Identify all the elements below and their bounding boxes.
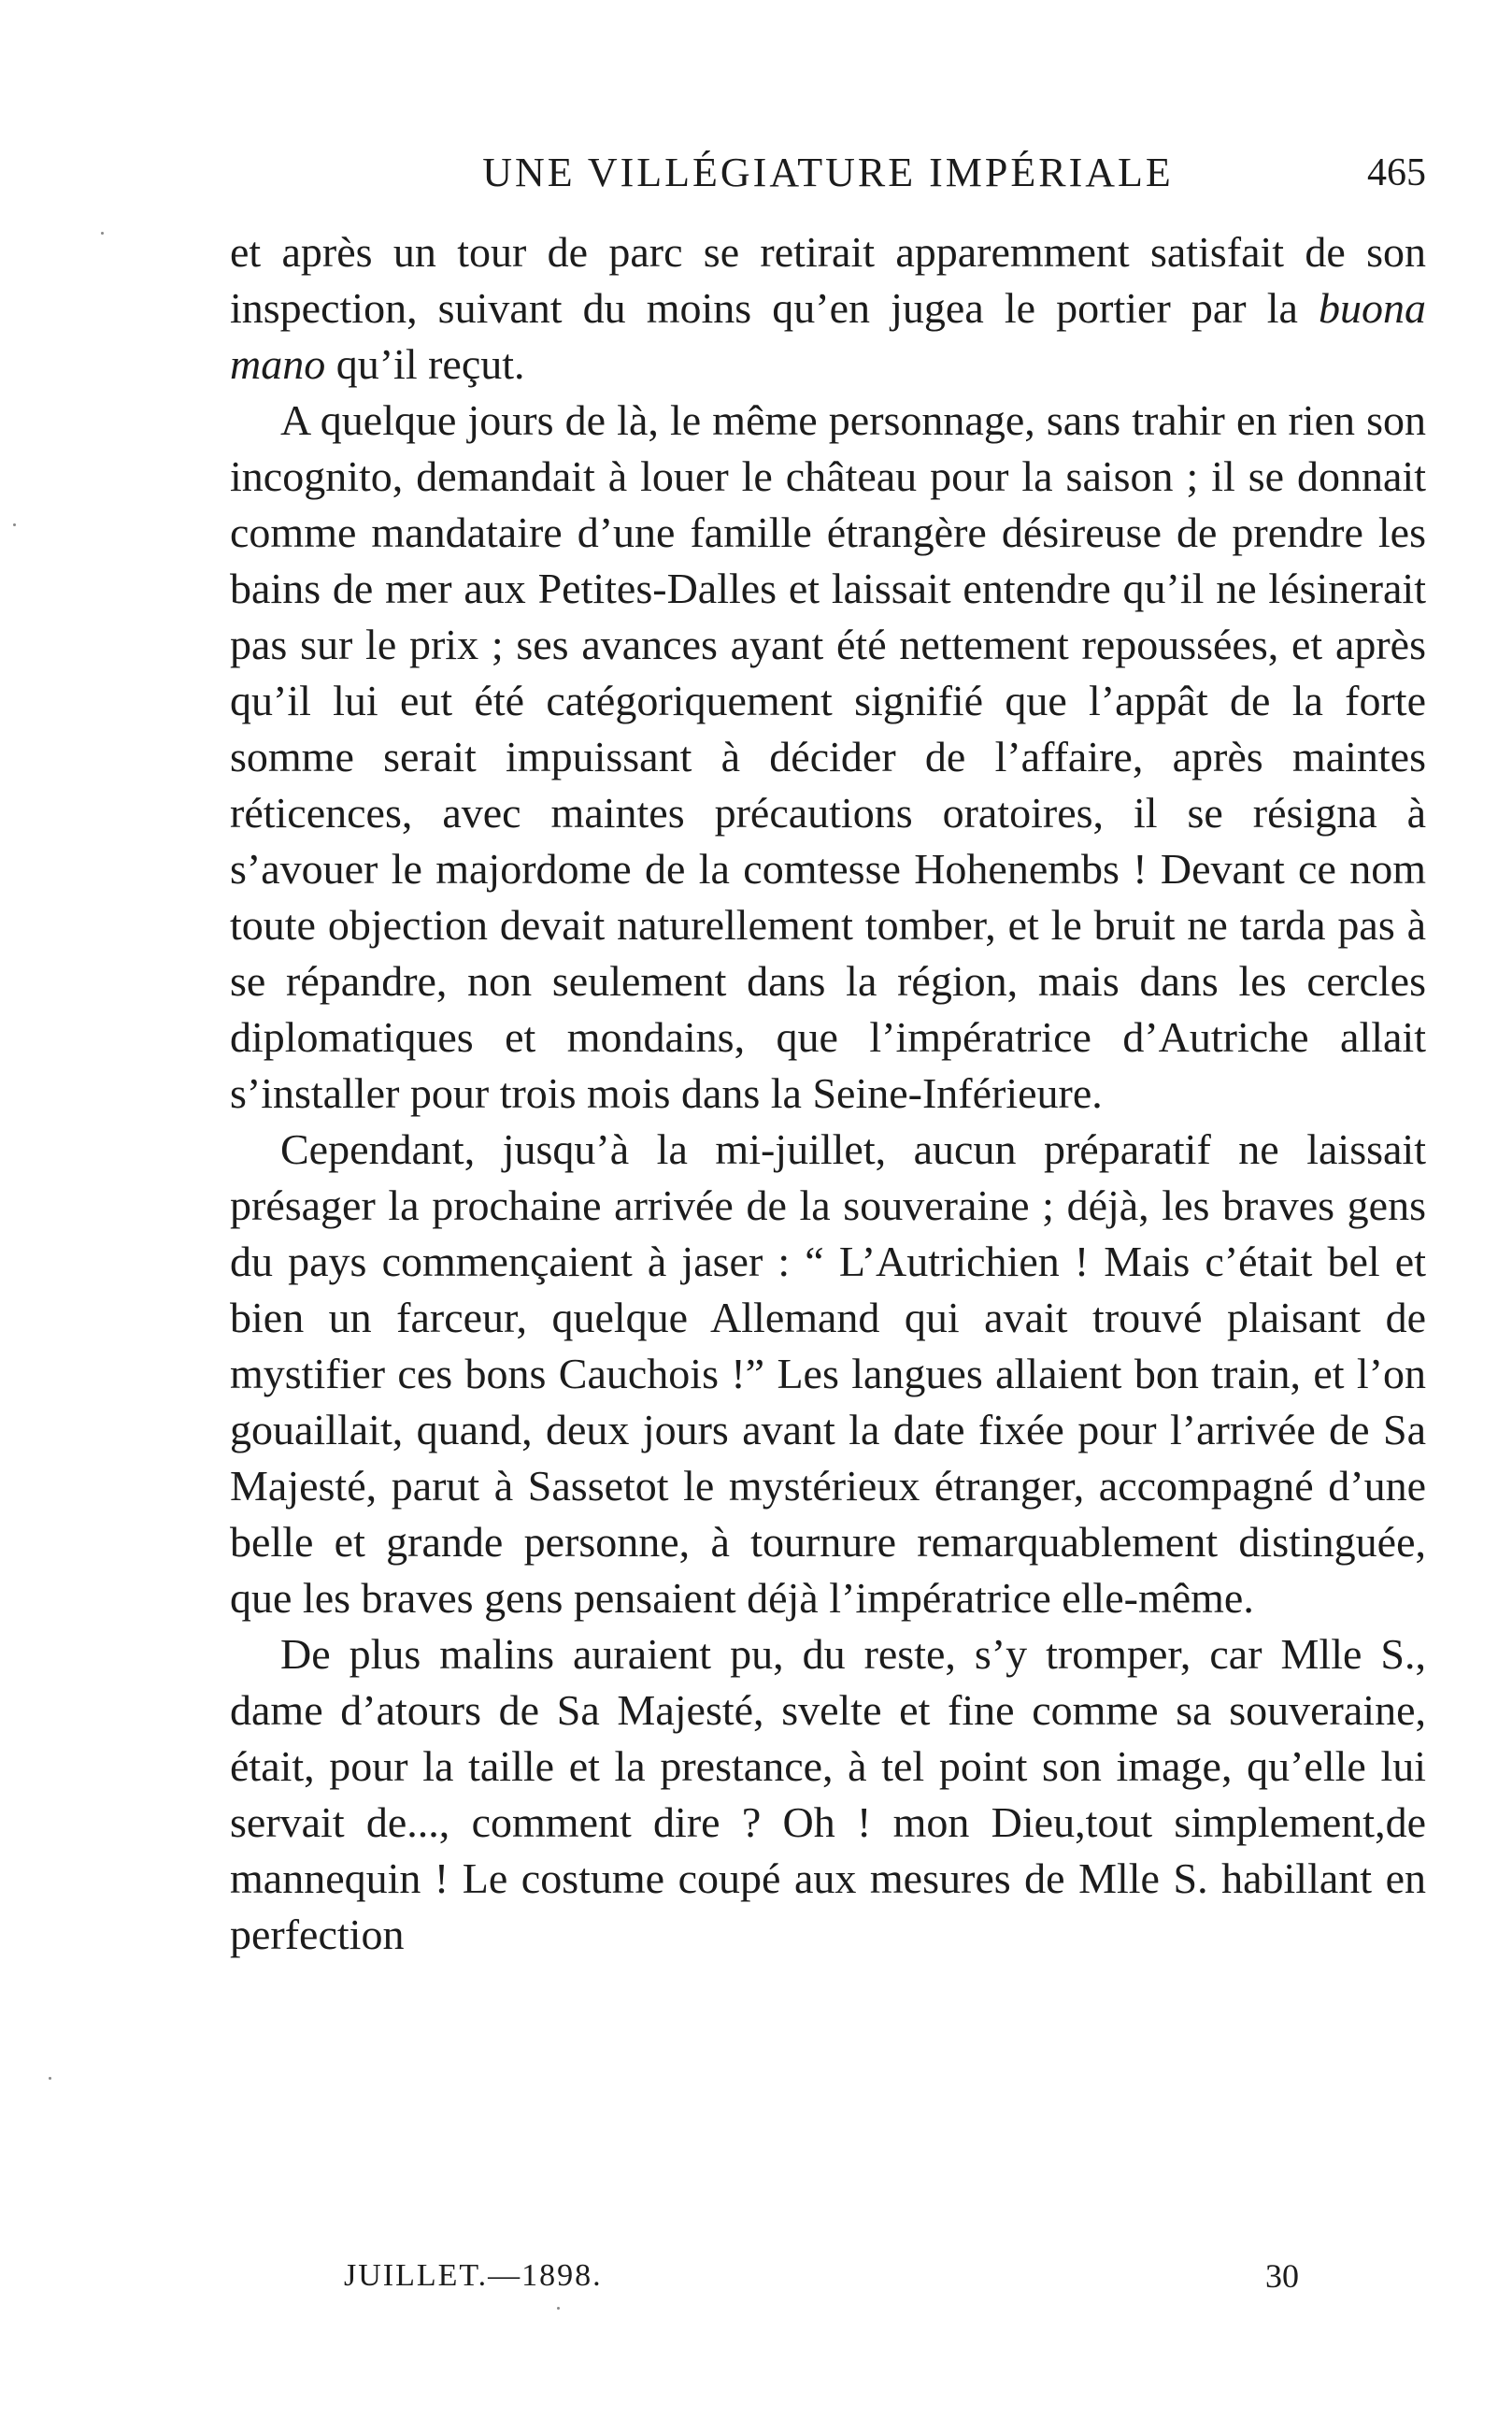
paragraph-3: Cependant, jusqu’à la mi-juillet, aucun préparatif ne laissait présager la prochaine arrivée de la souveraine ; déjà, les braves gens du pays commençaient à jaser : “ L’Autrichien ! Mais c’était bel et bien un farceur, quelque Allemand qui avait trouvé plaisant de mystifier ces bons Cauchois !” Les langues allaient bon train, et l’on gouaillait, quand, deux jours avant la date fixée pour l’arrivée de Sa Majesté, parut à Sassetot le mystérieux étranger, accompagné d’une belle et grande personne, à tournure remarquablement distinguée, que les braves gens pensaient déjà l’impératrice elle-même. [230,1125,1426,1622]
print-speck [101,232,104,235]
print-speck [557,2307,560,2310]
print-speck [49,2077,51,2080]
italic-phrase: buona mano [230,284,1426,388]
body-text [230,224,1426,1963]
print-speck [13,523,16,526]
paragraph-1-start: et après un tour de parc se retirait apparemment satisfait de son inspection, suivant du moins qu’en jugea le portier par la [230,228,1426,332]
sheet-number: 30 [1265,2257,1299,2295]
paragraph-1-end: qu’il reçut. [325,340,525,388]
paragraph-1 [230,224,1426,393]
signature-mark: JUILLET.—1898. [344,2258,603,2293]
page-number: 465 [1367,151,1426,194]
paragraph-4: De plus malins auraient pu, du reste, s’y tromper, car Mlle S., dame d’atours de Sa Majesté, svelte et fine comme sa souveraine, était, pour la taille et la prestance, à tel point son image, qu’elle lui servait de..., comment dire ? Oh ! mon Dieu,tout simplement,de mannequin ! Le costume coupé aux mesures de Mlle S. habillant en perfection [230,1630,1426,1958]
paragraph-2: A quelque jours de là, le même personnage, sans trahir en rien son incognito, demandait à louer le château pour la saison ; il se donnait comme mandataire d’une famille étrangère désireuse de prendre les bains de mer aux Petites-Dalles et laissait entendre qu’il ne lésinerait pas sur le prix ; ses avances ayant été nettement repoussées, et après qu’il lui eut été catégoriquement signifié que l’appât de la forte somme serait impuissant à décider de l’affaire, après maintes réticences, avec maintes précautions oratoires, il se résigna à s’avouer le majordome de la comtesse Hohenembs ! Devant ce nom toute objection devait naturellement tomber, et le bruit ne tarda pas à se répandre, non seulement dans la région, mais dans les cercles diplomatiques et mondains, que l’impératrice d’Autriche allait s’installer pour trois mois dans la Seine-Inférieure. [230,396,1426,1117]
page-header [230,140,1426,206]
running-title: UNE VILLÉGIATURE IMPÉRIALE [482,150,1174,195]
